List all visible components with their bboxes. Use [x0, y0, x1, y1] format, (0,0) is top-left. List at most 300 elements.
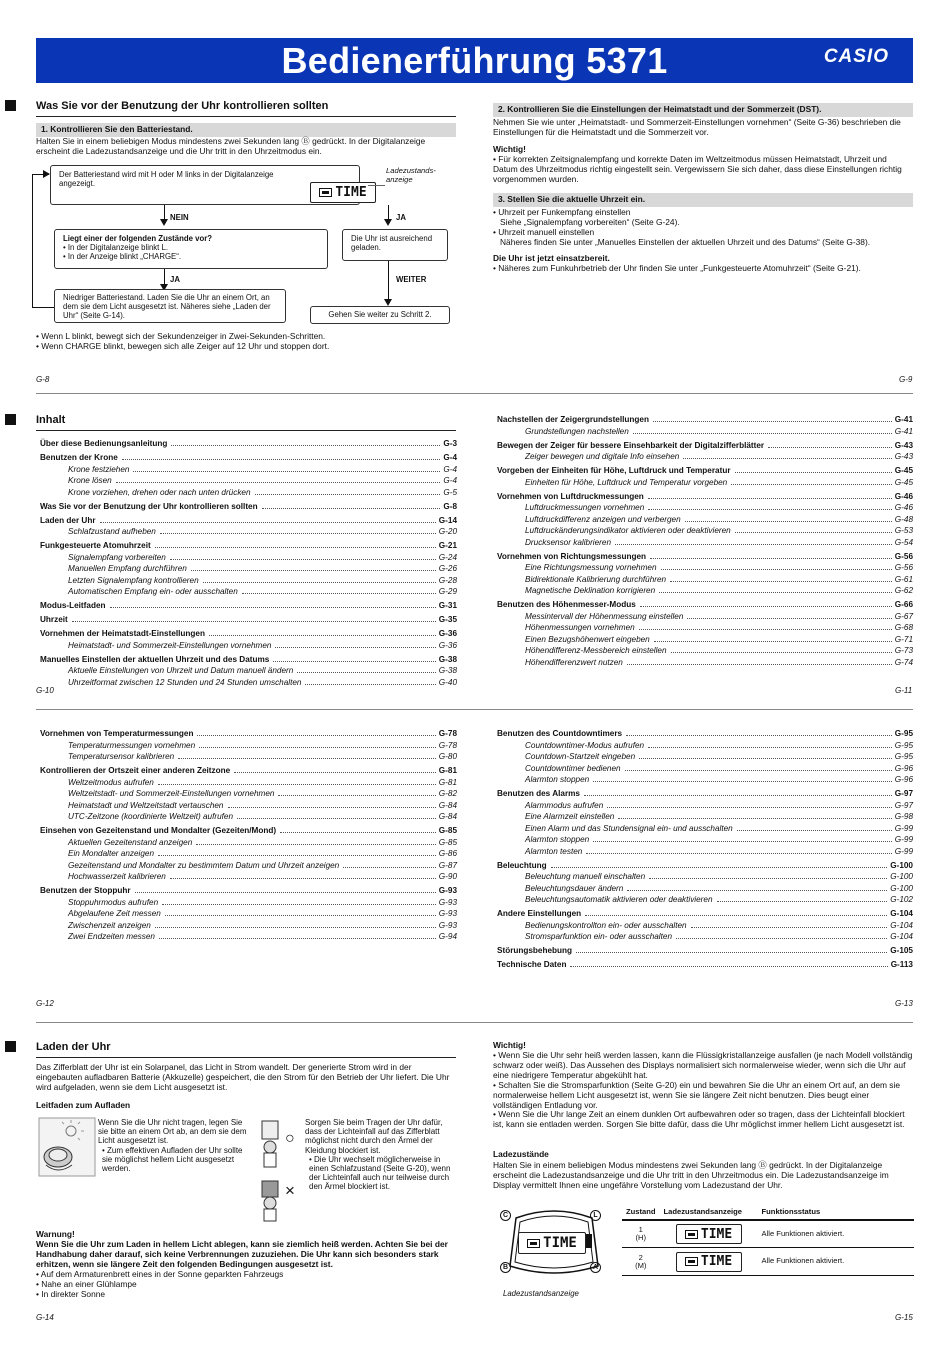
toc-leader: [297, 672, 436, 673]
toc-subentry[interactable]: [40, 487, 457, 499]
flow-box-low: [54, 289, 286, 323]
title-rule: [36, 1057, 456, 1058]
toc-page-number: G-53: [894, 526, 913, 535]
charge-levels-heading: Ladezustände: [493, 1149, 549, 1159]
flow-box-next: Gehen Sie weiter zu Schritt 2.: [310, 306, 450, 324]
toc-leader: [155, 927, 436, 928]
toc-page-number: G-31: [438, 601, 457, 610]
step1-heading: 1. Kontrollieren Sie den Batteriestand.: [36, 123, 456, 137]
important-list: [493, 1051, 913, 1130]
toc-entry[interactable]: [40, 452, 457, 464]
toc-page-number: G-93: [438, 886, 457, 895]
toc-subentry[interactable]: [497, 525, 913, 537]
toc-subentry[interactable]: [497, 751, 913, 763]
watch-lcd: [518, 1232, 586, 1254]
toc-subentry[interactable]: [40, 665, 457, 677]
toc-subentry[interactable]: [40, 526, 457, 538]
battery-flowchart: [30, 165, 460, 335]
guide-text-1-bullet: • Zum effektiven Aufladen der Uhr sollte sie möglichst hellem Licht ausgesetzt werden.: [102, 1145, 243, 1173]
toc-leader: [653, 421, 892, 422]
toc-entry[interactable]: [497, 728, 913, 740]
toc-entry[interactable]: [497, 465, 913, 477]
toc-page-number: G-5: [443, 487, 457, 497]
toc-subentry[interactable]: [497, 574, 913, 586]
toc-entry[interactable]: [40, 540, 457, 552]
lcd-callout-label: Ladezustands- anzeige: [386, 167, 456, 185]
toc-entry-title: Beleuchtung manuell einschalten: [525, 872, 646, 881]
toc-page-number: G-96: [894, 775, 913, 784]
toc-subentry[interactable]: [497, 477, 913, 489]
toc-leader: [670, 581, 892, 582]
toc-entry-title: Benutzen der Stoppuhr: [40, 886, 131, 895]
toc-page-number: G-67: [894, 611, 913, 621]
toc-subentry[interactable]: [497, 846, 913, 858]
toc-leader: [650, 558, 892, 559]
toc-leader: [640, 606, 892, 607]
page-number: G-15: [895, 1313, 913, 1322]
toc-page-number: G-104: [890, 932, 913, 941]
toc-leader: [654, 641, 892, 642]
toc-entry[interactable]: [497, 908, 913, 920]
toc-entry[interactable]: [40, 515, 457, 527]
ready-text: • Näheres zum Funkuhrbetrieb der Uhr finden Sie unter „Funkgesteuerte Atomuhrzeit“ (Seite G-21).: [493, 263, 861, 273]
toc-entry-title: Automatischen Empfang ein- oder ausschalten: [68, 587, 238, 596]
toc-subentry[interactable]: [40, 586, 457, 598]
toc-page-number: G-41: [894, 415, 913, 424]
toc-entry[interactable]: [497, 945, 913, 957]
toc-leader: [196, 844, 436, 845]
section-title: Was Sie vor der Benutzung der Uhr kontrollieren sollten: [36, 100, 329, 112]
watch-in-light-illustration: [38, 1117, 96, 1177]
toc-subentry[interactable]: [40, 552, 457, 564]
page-divider: [36, 1022, 913, 1023]
toc-entry-title: Gezeitenstand und Mondalter zu bestimmtem Datum und Uhrzeit anzeigen: [68, 860, 340, 870]
toc-subentry[interactable]: [497, 763, 913, 775]
toc-entry[interactable]: [497, 860, 913, 872]
toc-subentry[interactable]: [40, 848, 457, 860]
toc-subentry[interactable]: [497, 426, 913, 438]
toc-entry[interactable]: [497, 440, 913, 452]
toc-page-number: G-4: [443, 476, 457, 485]
toc-entry-title: Luftdruckdifferenz anzeigen und verbergen: [525, 514, 681, 524]
important-item: • Wenn Sie die Uhr lange Zeit an einem dunklen Ort aufbewahren oder so tragen, dass der Lichteinfall blockiert ist, kann sie entladen werden. Sorgen Sie bitte dafür, dass die Uhr möglichst immer hellem Licht ausgesetzt ist.: [493, 1110, 913, 1130]
step3-item-detail: Siehe „Signalempfang vorbereiten“ (Seite G-24).: [500, 217, 680, 227]
button-l-icon: L: [590, 1210, 601, 1221]
toc-page-number: G-113: [890, 960, 913, 969]
toc-subentry[interactable]: [40, 897, 457, 909]
toc-leader: [648, 498, 892, 499]
toc-page-number: G-99: [894, 835, 913, 844]
table-header: Ladezustandsanzeige: [660, 1206, 758, 1220]
watch-caption: Ladezustandsanzeige: [503, 1289, 579, 1298]
battery-icon: [685, 1257, 698, 1266]
toc-entry-title: Höhenmessungen vornehmen: [525, 623, 635, 632]
label-weiter: WEITER: [396, 275, 427, 284]
toc-leader: [584, 795, 892, 796]
toc-entry-title: Einen Bezugshöhenwert eingeben: [525, 634, 650, 644]
warning-item: • Auf dem Armaturenbrett eines in der Sonne geparkten Fahrzeugs: [36, 1270, 456, 1280]
toc-entry-title: Höhendifferenzwert nutzen: [525, 657, 623, 667]
toc-subentry[interactable]: [497, 774, 913, 786]
toc-leader: [648, 509, 892, 510]
toc-page-number: G-95: [894, 729, 913, 738]
toc-page-number: G-61: [894, 574, 913, 584]
toc-list: [40, 438, 457, 688]
battery-icon: [685, 1230, 698, 1239]
toc-leader: [648, 747, 892, 748]
toc-entry-title: Stromsparfunktion ein- oder ausschalten: [525, 932, 672, 941]
toc-leader: [122, 459, 441, 460]
toc-entry-title: Magnetische Deklination korrigieren: [525, 586, 656, 595]
toc-leader: [618, 818, 891, 819]
toc-entry[interactable]: [40, 825, 457, 837]
toc-leader: [649, 878, 887, 879]
toc-entry-title: Vorgeben der Einheiten für Höhe, Luftdruck und Temperatur: [497, 466, 731, 475]
toc-entry[interactable]: [497, 959, 913, 971]
manual-header-bar: [36, 38, 913, 83]
toc-page-number: G-104: [890, 920, 913, 930]
toc-subentry[interactable]: [40, 908, 457, 920]
page-number: G-13: [895, 999, 913, 1008]
toc-entry-title: Vornehmen von Temperaturmessungen: [40, 729, 194, 738]
toc-subentry[interactable]: [40, 751, 457, 763]
guide-text-2-bullet: • Die Uhr wechselt möglicherweise in einen Schlafzustand (Seite G-20), wenn der Lichteinfall auch nur teilweise durch den Ärmel blockiert ist.: [309, 1154, 451, 1192]
toc-leader: [273, 661, 435, 662]
toc-leader: [737, 830, 892, 831]
lcd-cell: TIME: [660, 1248, 758, 1276]
guide-text-1-main: Wenn Sie die Uhr nicht tragen, legen Sie sie bitte an einem Ort ab, an dem sie dem Licht ausgesetzt ist.: [98, 1118, 247, 1146]
toc-subentry[interactable]: [40, 837, 457, 849]
toc-list: [497, 414, 913, 668]
toc-leader: [586, 853, 891, 854]
toc-entry[interactable]: [497, 551, 913, 563]
toc-page-number: G-35: [438, 615, 457, 624]
toc-leader: [551, 867, 888, 868]
toc-entry-title: Krone vorziehen, drehen oder nach unten drücken: [68, 487, 251, 497]
toc-leader: [155, 547, 436, 548]
table-row: [622, 1248, 914, 1276]
step3-heading: 3. Stellen Sie die aktuelle Uhrzeit ein.: [493, 193, 913, 207]
toc-page-number: G-97: [894, 800, 913, 810]
button-b-icon: B: [500, 1262, 511, 1273]
toc-leader: [160, 533, 436, 534]
toc-leader: [671, 652, 892, 653]
toc-entry-title: Benutzen des Countdowntimers: [497, 729, 623, 738]
toc-entry-title: Weltzeitstadt- und Sommerzeit-Einstellungen vornehmen: [68, 789, 275, 798]
toc-page-number: G-81: [438, 766, 457, 775]
toc-entry-title: Grundstellungen nachstellen: [525, 426, 629, 436]
flow-question: Liegt einer der folgenden Zustände vor?: [63, 234, 213, 243]
toc-entry[interactable]: [40, 600, 457, 612]
toc-leader: [625, 770, 892, 771]
toc-page-number: G-84: [438, 800, 457, 810]
toc-subentry[interactable]: [497, 562, 913, 574]
status-cell: Alle Funktionen aktiviert.: [758, 1220, 914, 1248]
toc-subentry[interactable]: [497, 645, 913, 657]
important-heading: Wichtig!: [493, 144, 526, 154]
toc-subentry[interactable]: [40, 800, 457, 812]
toc-entry[interactable]: [40, 438, 457, 450]
toc-entry-title: Heimatstadt- und Sommerzeit-Einstellungen vornehmen: [68, 640, 272, 650]
toc-subentry[interactable]: [497, 537, 913, 549]
toc-leader: [639, 758, 892, 759]
toc-entry[interactable]: [497, 788, 913, 800]
status-cell: Alle Funktionen aktiviert.: [758, 1248, 914, 1276]
toc-leader: [735, 472, 892, 473]
toc-entry-title: Eine Alarmzeit einstellen: [525, 812, 615, 821]
page-number: G-12: [36, 999, 54, 1008]
toc-subentry[interactable]: [40, 563, 457, 575]
toc-page-number: G-4: [443, 453, 457, 462]
toc-subentry[interactable]: [497, 657, 913, 669]
toc-entry-title: Krone festziehen: [68, 464, 130, 474]
toc-entry-title: Countdowntimer bedienen: [525, 763, 621, 773]
toc-subentry[interactable]: [497, 502, 913, 514]
toc-leader: [135, 892, 436, 893]
toc-page-number: G-66: [894, 600, 913, 609]
toc-entry-title: Uhrzeit: [40, 615, 68, 624]
toc-page-number: G-100: [890, 860, 913, 870]
toc-leader: [116, 482, 441, 483]
toc-subentry[interactable]: [497, 514, 913, 526]
page-number: G-11: [895, 686, 913, 695]
toc-leader: [100, 522, 436, 523]
toc-entry[interactable]: [40, 765, 457, 777]
toc-subentry[interactable]: [40, 811, 457, 823]
toc-entry-title: Bidirektionale Kalibrierung durchführen: [525, 574, 667, 584]
toc-entry-title: Störungsbehebung: [497, 946, 573, 955]
toc-entry-title: Funkgesteuerte Atomuhrzeit: [40, 541, 151, 550]
toc-subentry[interactable]: [40, 931, 457, 943]
toc-page-number: G-8: [443, 501, 457, 511]
toc-leader: [280, 832, 436, 833]
state-cell: 2 (M): [622, 1248, 660, 1276]
toc-leader: [633, 433, 892, 434]
ng-mark-icon: ×: [285, 1181, 295, 1200]
page-divider: [36, 709, 913, 710]
toc-entry-title: Einheiten für Höhe, Luftdruck und Temperatur vorgeben: [525, 477, 728, 487]
toc-entry-title: Bewegen der Zeiger für bessere Einsehbarkeit der Digitalzifferblätter: [497, 440, 765, 450]
toc-entry-title: Zwischenzeit anzeigen: [68, 920, 151, 930]
lcd-display: [310, 182, 376, 203]
toc-entry-title: Benutzen des Alarms: [497, 789, 580, 798]
step2-heading: 2. Kontrollieren Sie die Einstellungen der Heimatstadt und der Sommerzeit (DST).: [493, 103, 913, 117]
toc-page-number: G-43: [894, 452, 913, 461]
toc-leader: [735, 532, 892, 533]
warning-item: • Nahe an einer Glühlampe: [36, 1280, 456, 1290]
toc-subentry[interactable]: [497, 894, 913, 906]
toc-subentry[interactable]: [40, 464, 457, 476]
toc-page-number: G-93: [438, 920, 457, 930]
toc-page-number: G-38: [438, 654, 457, 664]
toc-page-number: G-80: [438, 752, 457, 761]
toc-page-number: G-4: [443, 464, 457, 474]
toc-leader: [228, 807, 436, 808]
toc-entry-title: Kontrollieren der Ortszeit einer anderen Zeitzone: [40, 766, 231, 775]
toc-subentry[interactable]: [40, 788, 457, 800]
toc-leader: [72, 621, 436, 622]
toc-leader: [659, 592, 892, 593]
toc-entry-title: Manuellen Empfang durchführen: [68, 564, 187, 573]
section-marker: [5, 1041, 16, 1052]
toc-page-number: G-97: [894, 789, 913, 798]
toc-subentry[interactable]: [40, 640, 457, 652]
step2-text: Nehmen Sie wie unter „Heimatstadt- und Sommerzeit-Einstellungen vornehmen“ (Seite G-36) beschrieben die Einstellungen für die Heimatstadt und die Sommerzeit vor.: [493, 117, 901, 137]
toc-entry-title: Vornehmen der Heimatstadt-Einstellungen: [40, 629, 205, 638]
toc-leader: [234, 772, 436, 773]
toc-entry-title: Stoppuhrmodus aufrufen: [68, 897, 159, 907]
toc-subentry[interactable]: [40, 860, 457, 872]
toc-entry-title: Vornehmen von Luftdruckmessungen: [497, 491, 644, 501]
toc-page-number: G-45: [894, 477, 913, 487]
toc-subentry[interactable]: [40, 871, 457, 883]
toc-subentry[interactable]: [497, 634, 913, 646]
toc-leader: [203, 582, 436, 583]
toc-subentry[interactable]: [497, 800, 913, 812]
important-heading: Wichtig!: [493, 1040, 526, 1050]
toc-entry[interactable]: [40, 885, 457, 897]
guide-text-1: [98, 1118, 250, 1173]
toc-entry-title: Alarmton stoppen: [525, 775, 590, 784]
toc-entry-title: Countdowntimer-Modus aufrufen: [525, 740, 645, 750]
toc-subentry[interactable]: [497, 451, 913, 463]
toc-subentry[interactable]: [497, 622, 913, 634]
ok-mark-icon: ○: [285, 1130, 295, 1147]
flow-box-question: [54, 229, 328, 269]
toc-entry[interactable]: [497, 599, 913, 611]
toc-entry-title: Über diese Bedienungsanleitung: [40, 439, 168, 448]
toc-entry[interactable]: [497, 414, 913, 426]
toc-page-number: G-99: [894, 823, 913, 833]
toc-entry[interactable]: [40, 614, 457, 626]
toc-entry[interactable]: [40, 628, 457, 640]
toc-leader: [305, 684, 435, 685]
toc-leader: [199, 747, 436, 748]
toc-page-number: G-62: [894, 586, 913, 595]
toc-page-number: G-85: [438, 837, 457, 847]
toc-leader: [576, 952, 887, 953]
toc-subentry[interactable]: [497, 740, 913, 752]
toc-leader: [162, 904, 436, 905]
page-number: G-9: [899, 375, 913, 384]
toc-leader: [627, 664, 892, 665]
toc-entry-title: Alarmton stoppen: [525, 835, 590, 844]
toc-page-number: G-43: [894, 440, 913, 450]
toc-entry-title: Benutzen des Höhenmesser-Modus: [497, 600, 636, 609]
toc-subentry[interactable]: [40, 740, 457, 752]
toc-leader: [683, 458, 891, 459]
toc-entry[interactable]: [40, 501, 457, 513]
toc-leader: [676, 938, 887, 939]
toc-entry-title: Drucksensor kalibrieren: [525, 537, 612, 547]
toc-leader: [262, 508, 441, 509]
battery-icon: [319, 188, 332, 197]
toc-subentry[interactable]: [40, 575, 457, 587]
toc-entry-title: Einen Alarm und das Stundensignal ein- und ausschalten: [525, 823, 733, 833]
toc-entry-title: Signalempfang vorbereiten: [68, 552, 166, 562]
toc-subentry[interactable]: [497, 823, 913, 835]
important-text: • Für korrekten Zeitsignalempfang und korrekte Daten im Weltzeitmodus müssen Heimatstadt, Uhrzeit und Datum des Uhrzeitmodus richtig eingestellt sein. Vergewissern Sie sich daher, dass diese Einstellungen richtig vorgenommen wurden.: [493, 154, 902, 184]
toc-leader: [585, 915, 887, 916]
toc-page-number: G-84: [438, 812, 457, 821]
toc-subentry[interactable]: [497, 811, 913, 823]
table-header: Funktionsstatus: [758, 1206, 914, 1220]
lcd-cell: TIME: [660, 1220, 758, 1248]
toc-subentry[interactable]: [40, 677, 457, 689]
toc-page-number: G-95: [894, 740, 913, 750]
toc-entry-title: Höhendifferenz-Messbereich einstellen: [525, 646, 667, 655]
toc-subentry[interactable]: [40, 920, 457, 932]
toc-page-number: G-100: [890, 883, 913, 893]
toc-leader: [768, 447, 892, 448]
toc-entry-title: Uhrzeitformat zwischen 12 Stunden und 24 Stunden umschalten: [68, 677, 302, 687]
toc-subentry[interactable]: [497, 585, 913, 597]
ready-heading: Die Uhr ist jetzt einsatzbereit.: [493, 253, 610, 263]
warning-item: • In direkter Sonne: [36, 1290, 456, 1300]
toc-entry-title: Abgelaufene Zeit messen: [68, 909, 161, 918]
toc-entry-title: Messintervall der Höhenmessung einstellen: [525, 611, 684, 621]
toc-page-number: G-46: [894, 503, 913, 512]
toc-subentry[interactable]: [40, 475, 457, 487]
toc-leader: [717, 901, 888, 902]
toc-entry[interactable]: [40, 654, 457, 666]
toc-entry-title: Luftdruckmessungen vornehmen: [525, 503, 645, 512]
toc-entry-title: Temperatursensor kalibrieren: [68, 752, 175, 761]
toc-entry-title: Zeiger bewegen und digitale Info einsehen: [525, 452, 680, 461]
toc-subentry[interactable]: [497, 920, 913, 932]
table-header: Zustand: [622, 1206, 660, 1220]
toc-page-number: G-38: [438, 666, 457, 675]
toc-leader: [691, 927, 888, 928]
step3-item: • Uhrzeit per Funkempfang einstellen: [493, 207, 631, 217]
note-l: • Wenn L blinkt, bewegt sich der Sekundenzeiger in Zwei-Sekunden-Schritten.: [36, 331, 326, 341]
toc-entry-title: Vornehmen von Richtungsmessungen: [497, 551, 647, 561]
page-divider: [36, 393, 913, 394]
toc-leader: [237, 818, 436, 819]
toc-entry-title: Laden der Uhr: [40, 515, 96, 525]
toc-entry-title: Einsehen von Gezeitenstand und Mondalter (Gezeiten/Mond): [40, 826, 277, 835]
toc-page-number: G-54: [894, 537, 913, 547]
warning-list: [36, 1270, 456, 1300]
toc-entry-title: Beleuchtungsdauer ändern: [525, 883, 624, 893]
toc-subentry[interactable]: [497, 871, 913, 883]
toc-page-number: G-40: [438, 677, 457, 687]
toc-entry-title: Beleuchtung: [497, 860, 547, 870]
toc-title: Inhalt: [36, 414, 66, 426]
toc-page-number: G-36: [438, 629, 457, 638]
label-ja: JA: [396, 213, 406, 222]
toc-leader: [158, 784, 436, 785]
toc-entry-title: Andere Einstellungen: [497, 909, 582, 918]
toc-subentry[interactable]: [497, 883, 913, 895]
toc-subentry[interactable]: [497, 931, 913, 943]
section-marker: [5, 100, 16, 111]
toc-subentry[interactable]: [497, 834, 913, 846]
toc-subentry[interactable]: [40, 777, 457, 789]
toc-leader: [133, 471, 440, 472]
charge-levels-text: Halten Sie in einem beliebigen Modus mindestens zwei Sekunden lang Ⓑ gedrückt. In der Digitalanzeige erscheint die Ladezustandsanzeige und die Uhr tritt in den Uhrzeitmodus ein. Die Ladezustandsanzeige im Display vermittelt Ihnen eine ungefähre Vorstellung vom Ladezustand der Uhr.: [493, 1160, 889, 1190]
toc-entry[interactable]: [497, 491, 913, 503]
toc-entry[interactable]: [40, 728, 457, 740]
toc-page-number: G-93: [438, 897, 457, 907]
toc-page-number: G-46: [894, 491, 913, 501]
toc-leader: [627, 890, 887, 891]
toc-entry-title: Nachstellen der Zeigergrundstellungen: [497, 415, 649, 424]
toc-subentry[interactable]: [497, 611, 913, 623]
toc-leader: [242, 593, 436, 594]
section-marker: [5, 414, 16, 425]
toc-page-number: G-20: [438, 527, 457, 536]
